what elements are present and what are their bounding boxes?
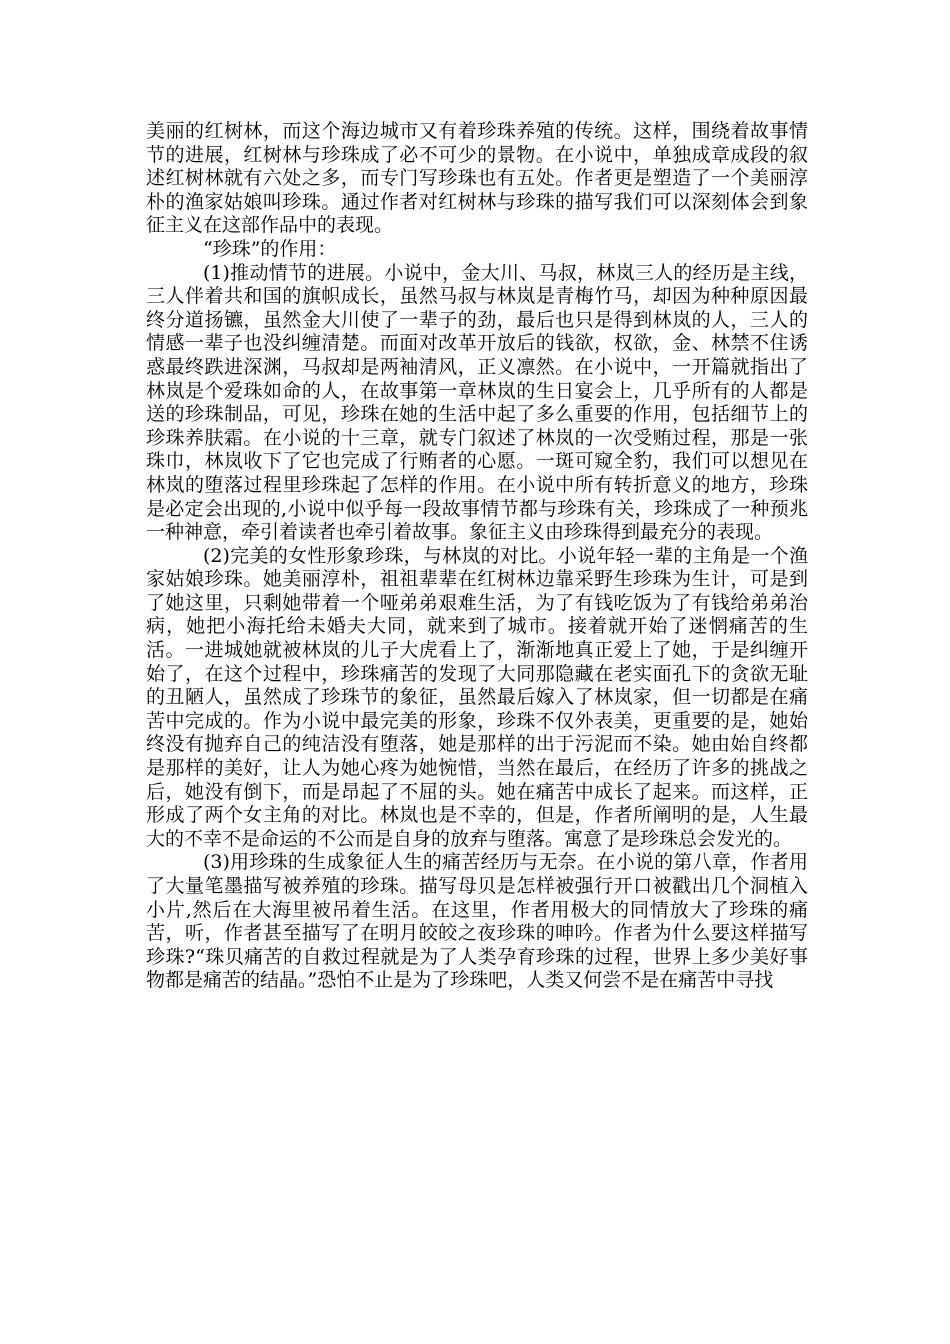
paragraph-intro: 美丽的红树林，而这个海边城市又有着珍珠养殖的传统。这样，围绕着故事情节的进展，红树林与珍珠成了必不可少的景物。在小说中，单独成章成段的叙述红树林就有六处之多，而专门写珍珠也有五处。作者更是塑造了一个美丽淳朴的渔家姑娘叫珍珠。通过作者对红树林与珍珠的描写我们可以深刻体会到象征主义在这部作品中的表现。 (146, 120, 808, 237)
paragraph-point-3: (3)用珍珠的生成象征人生的痛苦经历与无奈。在小说的第八章，作者用了大量笔墨描写被养殖的珍珠。描写母贝是怎样被强行开口被戳出几个洞植入小片,然后在大海里被吊着生活。在这里，作者用极大的同情放大了珍珠的痛苦，听，作者甚至描写了在明月皎皎之夜珍珠的呻吟。作者为什么要这样描写珍珠?“珠贝痛苦的自救过程就是为了人类孕育珍珠的过程，世界上多少美好事物都是痛苦的结晶。”恐怕不止是为了珍珠吧，人类又何尝不是在痛苦中寻找 (146, 851, 808, 992)
paragraph-point-2: (2)完美的女性形象珍珠，与林岚的对比。小说年轻一辈的主角是一个渔家姑娘珍珠。她美丽淳朴，祖祖辈辈在红树林边靠采野生珍珠为生计，可是到了她这里，只剩她带着一个哑弟弟艰难生活，为了有钱吃饭为了有钱给弟弟治病，她把小海托给未婚夫大同，就来到了城市。接着就开始了迷惘痛苦的生活。一进城她就被林岚的儿子大虎看上了，渐渐地真正爱上了她，于是纠缠开始了，在这个过程中，珍珠痛苦的发现了大同那隐藏在老实面孔下的贪欲无耻的丑陋人，虽然成了珍珠节的象征，虽然最后嫁入了林岚家，但一切都是在痛苦中完成的。作为小说中最完美的形象，珍珠不仅外表美，更重要的是，她始终没有抛弃自己的纯洁没有堕落，她是那样的出于污泥而不染。她由始自终都是那样的美好，让人为她心疼为她惋惜，当然在最后，在经历了许多的挑战之后，她没有倒下，而是昂起了不屈的头。她在痛苦中成长了起来。而这样，正形成了两个女主角的对比。林岚也是不幸的，但是，作者所阐明的是，人生最大的不幸不是命运的不公而是自身的放弃与堕落。寓意了是珍珠总会发光的。 (146, 544, 808, 850)
paragraph-point-1: (1)推动情节的进展。小说中，金大川、马叔，林岚三人的经历是主线，三人伴着共和国的旗帜成长，虽然马叔与林岚是青梅竹马，却因为种种原因最终分道扬镳，虽然金大川使了一辈子的劲，最后也只是得到林岚的人，三人的情感一辈子也没纠缠清楚。而面对改革开放后的钱欲，权欲，金、林禁不住诱惑最终跌进深渊，马叔却是两袖清风，正义凛然。在小说中，一开篇就指出了林岚是个爱珠如命的人，在故事第一章林岚的生日宴会上，几乎所有的人都是送的珍珠制品，可见，珍珠在她的生活中起了多么重要的作用，包括细节上的珍珠养肤霜。在小说的十三章，就专门叙述了林岚的一次受贿过程，那是一张珠巾，林岚收下了它也完成了行贿者的心愿。一斑可窥全豹，我们可以想见在林岚的堕落过程里珍珠起了怎样的作用。在小说中所有转折意义的地方，珍珠是必定会出现的,小说中似乎每一段故事情节都与珍珠有关，珍珠成了一种预兆一种神意，牵引着读者也牵引着故事。象征主义由珍珠得到最充分的表现。 (146, 261, 808, 544)
document-page (146, 120, 808, 993)
section-heading: “珍珠”的作用： (203, 237, 337, 260)
